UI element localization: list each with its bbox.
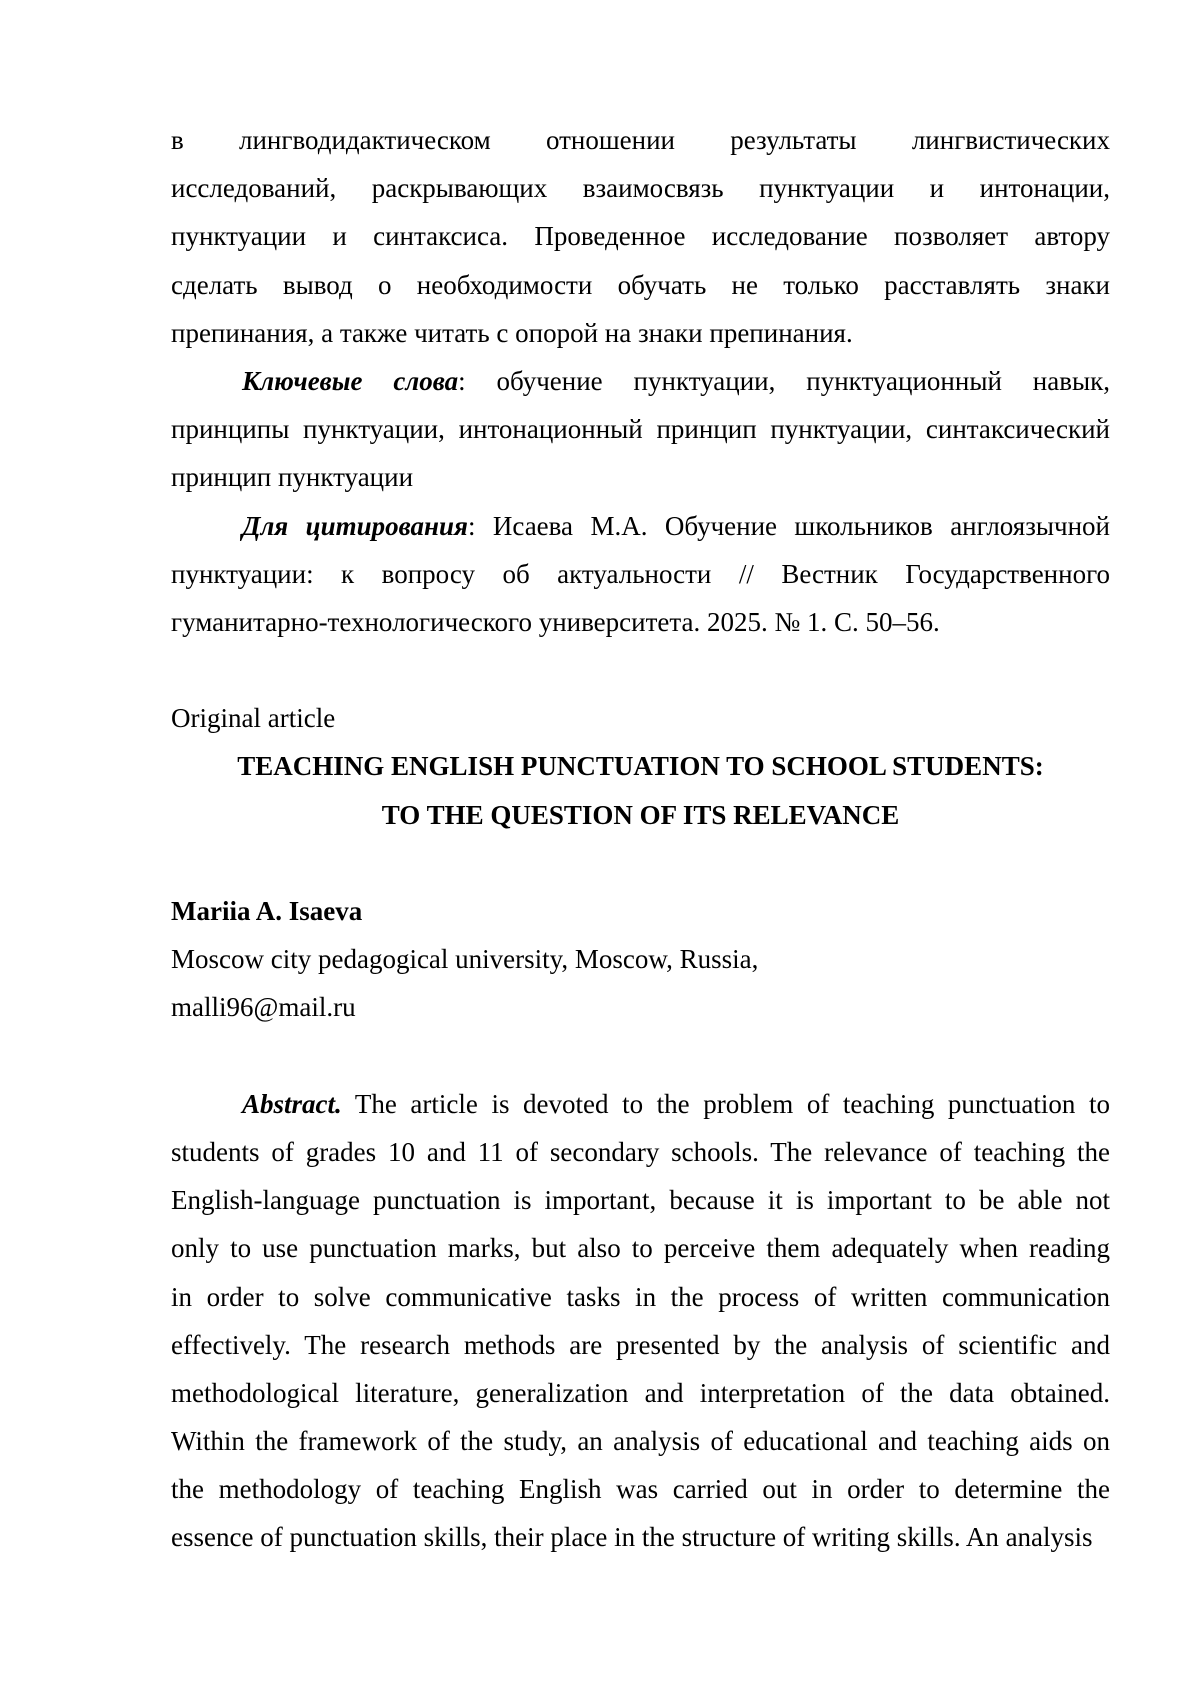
spacer bbox=[171, 839, 1110, 887]
author-affiliation bbox=[171, 935, 1110, 983]
text-run: students of grades 10 and 11 of secondary schools. The relevance of teaching the bbox=[171, 1136, 1110, 1167]
abstract-line bbox=[171, 1369, 1110, 1417]
abstract-line bbox=[171, 1176, 1110, 1224]
author-name-text: Mariia A. Isaeva bbox=[171, 896, 363, 926]
article-title-line bbox=[171, 791, 1110, 839]
text-run: пунктуации и синтаксиса. Проведенное исследование позволяет автору bbox=[171, 221, 1110, 252]
keywords-line bbox=[171, 405, 1110, 453]
keywords-line bbox=[171, 357, 1110, 405]
body-line bbox=[171, 164, 1110, 212]
keywords-label: Ключевые слова bbox=[242, 365, 459, 396]
article-title-text: TEACHING ENGLISH PUNCTUATION TO SCHOOL STUDENTS: bbox=[237, 751, 1044, 782]
text-run: сделать вывод о необходимости обучать не только расставлять знаки bbox=[171, 269, 1110, 300]
keywords-line bbox=[171, 453, 1110, 501]
article-title-line bbox=[171, 742, 1110, 790]
text-run: препинания, а также читать с опорой на знаки препинания. bbox=[171, 317, 853, 348]
citation-line bbox=[171, 550, 1110, 598]
text-run: в лингводидактическом отношении результаты лингвистических bbox=[171, 125, 1110, 155]
text-run: Original article bbox=[171, 703, 336, 734]
abstract-label: Abstract. bbox=[242, 1088, 342, 1119]
body-line bbox=[171, 116, 1110, 164]
text-run: принципы пунктуации, интонационный принцип пунктуации, синтаксический bbox=[171, 414, 1110, 445]
article-title-text: TO THE QUESTION OF ITS RELEVANCE bbox=[381, 799, 900, 830]
spacer bbox=[171, 1032, 1110, 1080]
text-run: essence of punctuation skills, their place in the structure of writing skills. An analysis bbox=[171, 1522, 1093, 1553]
abstract-line bbox=[171, 1513, 1110, 1561]
text-run: English-language punctuation is important, because it is important to be able not bbox=[171, 1185, 1110, 1216]
spacer bbox=[171, 646, 1110, 694]
abstract-line bbox=[171, 1417, 1110, 1465]
citation-line bbox=[171, 598, 1110, 646]
abstract-line bbox=[171, 1080, 1110, 1128]
text-run: Moscow city pedagogical university, Moscow, Russia, bbox=[171, 944, 759, 975]
text-run: : обучение пунктуации, пунктуационный навык, bbox=[458, 365, 1110, 396]
text-run: the methodology of teaching English was carried out in order to determine the bbox=[171, 1474, 1110, 1505]
body-line bbox=[171, 309, 1110, 357]
text-run: The article is devoted to the problem of teaching punctuation to bbox=[341, 1088, 1110, 1119]
citation-line bbox=[171, 502, 1110, 550]
document-text bbox=[171, 116, 1110, 1562]
text-run: исследований, раскрывающих взаимосвязь пунктуации и интонации, bbox=[171, 173, 1110, 204]
author-email bbox=[171, 983, 1110, 1031]
article-type-label bbox=[171, 694, 1110, 742]
text-run: malli96@mail.ru bbox=[171, 992, 356, 1023]
body-line bbox=[171, 212, 1110, 260]
author-name bbox=[171, 887, 1110, 935]
abstract-line bbox=[171, 1321, 1110, 1369]
abstract-line bbox=[171, 1128, 1110, 1176]
text-run: Within the framework of the study, an analysis of educational and teaching aids on bbox=[171, 1426, 1110, 1457]
text-run: пунктуации: к вопросу об актуальности // Вестник Государственного bbox=[171, 558, 1110, 589]
abstract-line bbox=[171, 1224, 1110, 1272]
text-run: in order to solve communicative tasks in the process of written communication bbox=[171, 1281, 1110, 1312]
text-run: принцип пунктуации bbox=[171, 462, 414, 493]
text-run: only to use punctuation marks, but also to perceive them adequately when reading bbox=[171, 1233, 1110, 1264]
body-line bbox=[171, 261, 1110, 309]
abstract-line bbox=[171, 1465, 1110, 1513]
citation-label: Для цитирования bbox=[242, 510, 468, 541]
text-run: : Исаева М.А. Обучение школьников англоязычной bbox=[467, 510, 1110, 541]
text-run: effectively. The research methods are presented by the analysis of scientific and bbox=[171, 1329, 1110, 1360]
text-run: methodological literature, generalization and interpretation of the data obtained. bbox=[171, 1377, 1110, 1408]
abstract-line bbox=[171, 1273, 1110, 1321]
text-run: гуманитарно-технологического университета. 2025. № 1. С. 50–56. bbox=[171, 606, 940, 637]
